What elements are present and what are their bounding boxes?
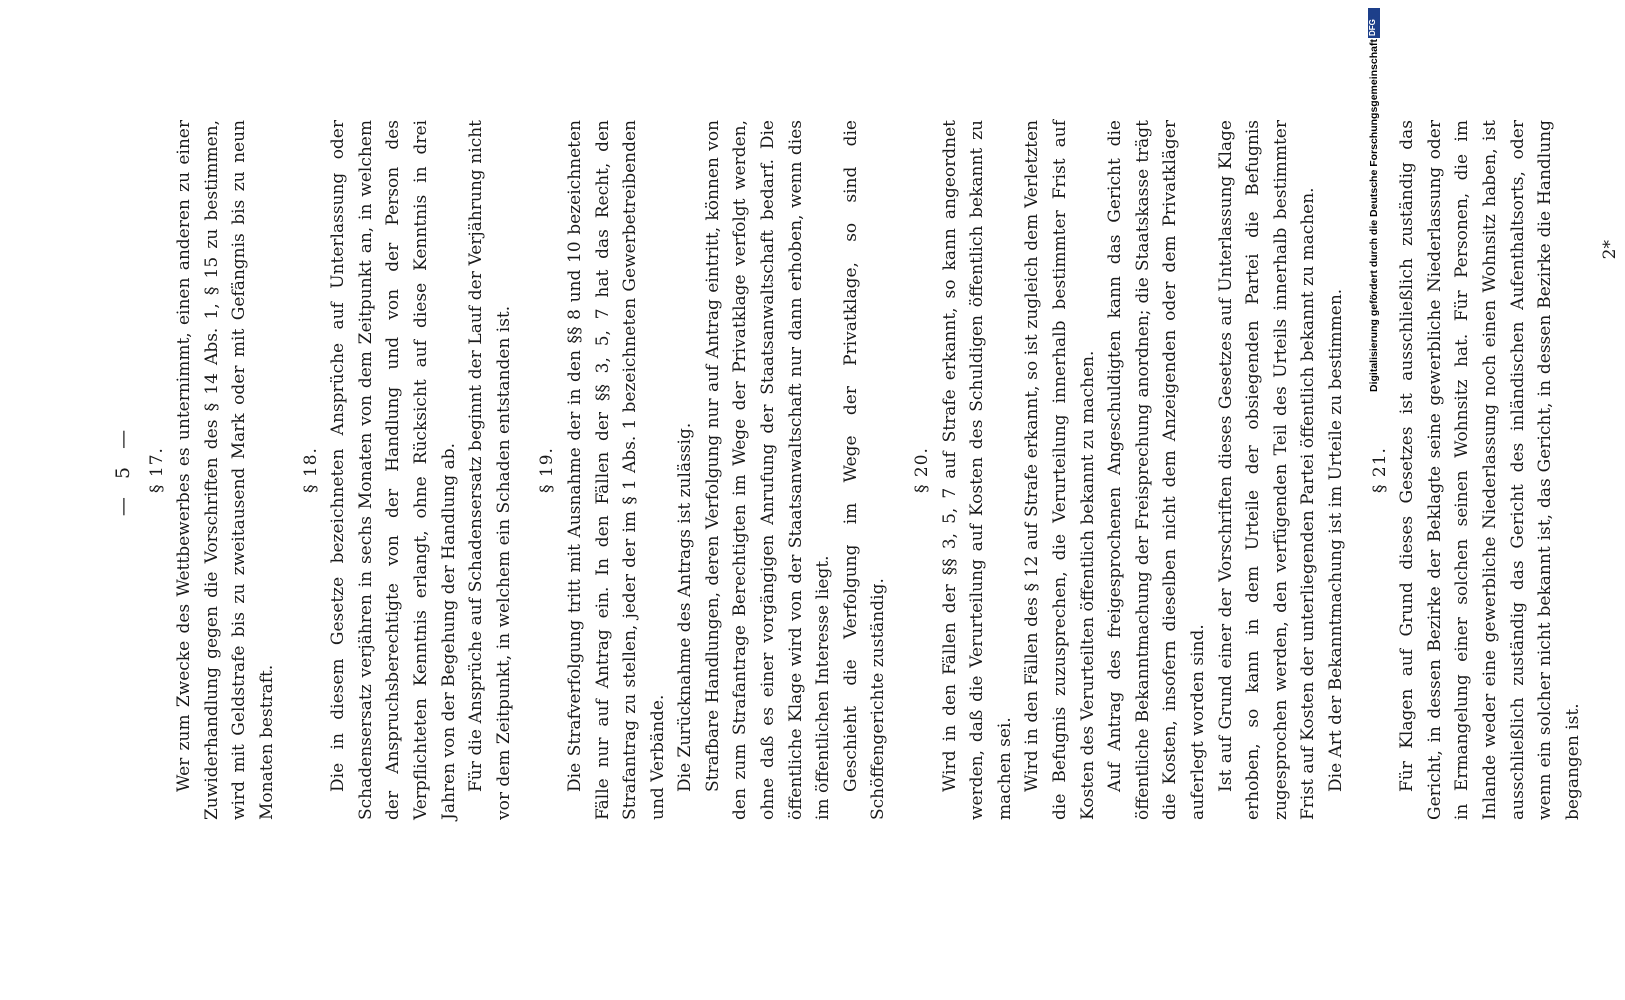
- section-paragraph: Auf Antrag des freigesprochenen Angeschuldigten kann das Gericht die öffentliche Bekanntmachung der Freisprechung anordnen; die Staatskasse trägt die Kosten, insofern dieselben nicht dem Anzeigenden oder dem Privatkläger auferlegt worden sind.: [1105, 120, 1208, 820]
- section-paragraph: Wird in den Fällen der §§ 3, 5, 7 auf Strafe erkannt, so kann angeordnet werden, daß die Verurteilung auf Kosten des Schuldigen öffentlich bekannt zu machen sei.: [939, 120, 1015, 820]
- section-heading: § 18.: [300, 447, 321, 493]
- section-paragraph: Die in diesem Gesetze bezeichneten Ansprüche auf Unterlassung oder Schadensersatz verjähren in sechs Monaten von dem Zeitpunkt an, in welchem der Anspruchsberechtigte von der Handlung und von der Person des Verpflichteten Kenntnis erlangt, ohne Rücksicht auf diese Kenntnis in drei Jahren von der Begehung der Handlung ab.: [328, 120, 459, 820]
- section-paragraph: Ist auf Grund einer der Vorschriften dieses Gesetzes auf Unterlassung Klage erhoben, so kann in dem Urteile der obsiegenden Partei die Befugnis zugesprochen werden, den verfügenden Teil des Urteils innerhalb bestimmter Frist auf Kosten der unterliegenden Partei öffentlich bekannt zu machen.: [1215, 120, 1319, 820]
- section-heading: § 19.: [537, 447, 558, 493]
- section-paragraph: Die Art der Bekanntmachung ist im Urteile zu bestimmen.: [1325, 288, 1346, 792]
- section-heading: § 17.: [146, 447, 167, 493]
- section-paragraph: Strafbare Handlungen, deren Verfolgung nur auf Antrag eintritt, können von den zum Strafantrage Berechtigten im Wege der Privatklage verfolgt werden, ohne daß es einer vorgängigen Anrufung der Staatsanwaltschaft bedarf. Die öffentliche Klage wird von der Staatsanwaltschaft nur dann erhoben, wenn dies im öffentlichen Interesse liegt.: [702, 120, 834, 820]
- page-number-header: — 5 —: [112, 423, 134, 517]
- section-paragraph: Für Klagen auf Grund dieses Gesetzes ist ausschließlich zuständig das Gericht, in dessen Bezirke der Beklagte seine gewerbliche Niederlassung oder in Ermangelung einer solchen seinen Wohnsitz hat. Für Personen, die im Inlande weder eine gewerbliche Niederlassung noch einen Wohnsitz haben, ist ausschließlich zuständig das Gericht des inländischen Aufenthaltsorts, oder wenn ein solcher nicht bekannt ist, das Gericht, in dessen Bezirke die Handlung begangen ist.: [1397, 120, 1583, 820]
- signature-mark: 2*: [1600, 240, 1621, 260]
- section-heading: § 21.: [1369, 447, 1390, 493]
- section-paragraph: Wird in den Fällen des § 12 auf Strafe erkannt, so ist zugleich dem Verletzten die Befugnis zuzusprechen, die Verurteilung innerhalb bestimmter Frist auf Kosten des Verurteilten öffentlich bekannt zu machen.: [1022, 120, 1098, 820]
- section-paragraph: Geschieht die Verfolgung im Wege der Privatklage, so sind die Schöffengerichte zuständig.: [840, 120, 889, 820]
- section-paragraph: Für die Ansprüche auf Schadensersatz beginnt der Lauf der Verjährung nicht vor dem Zeitpunkt, in welchem ein Schaden entstanden ist.: [466, 120, 514, 820]
- section-heading: § 20.: [912, 447, 933, 493]
- page-text: [110, 120, 1625, 820]
- section-paragraph: Die Zurücknahme des Antrags ist zulässig.: [675, 422, 696, 792]
- section-paragraph: Die Strafverfolgung tritt mit Ausnahme der in den §§ 8 und 10 bezeichneten Fälle nur auf Antrag ein. In den Fällen der §§ 3, 5, 7 hat das Recht, den Strafantrag zu stellen, jeder der im § 1 Abs. 1 bezeichneten Gewerbetreibenden und Verbände.: [564, 120, 668, 820]
- section-paragraph: Wer zum Zwecke des Wettbewerbes es unternimmt, einen anderen zu einer Zuwiderhandlung gegen die Vorschriften des § 14 Abs. 1, § 15 zu bestimmen, wird mit Geldstrafe bis zu zweitausend Mark oder mit Gefängnis bis zu neun Monaten bestraft.: [174, 120, 277, 820]
- digitization-credit: Digitalisierung gefördert durch die Deutsche Forschungsgemeinschaft: [1368, 39, 1380, 392]
- dfg-logo-icon: DFG: [1368, 8, 1380, 38]
